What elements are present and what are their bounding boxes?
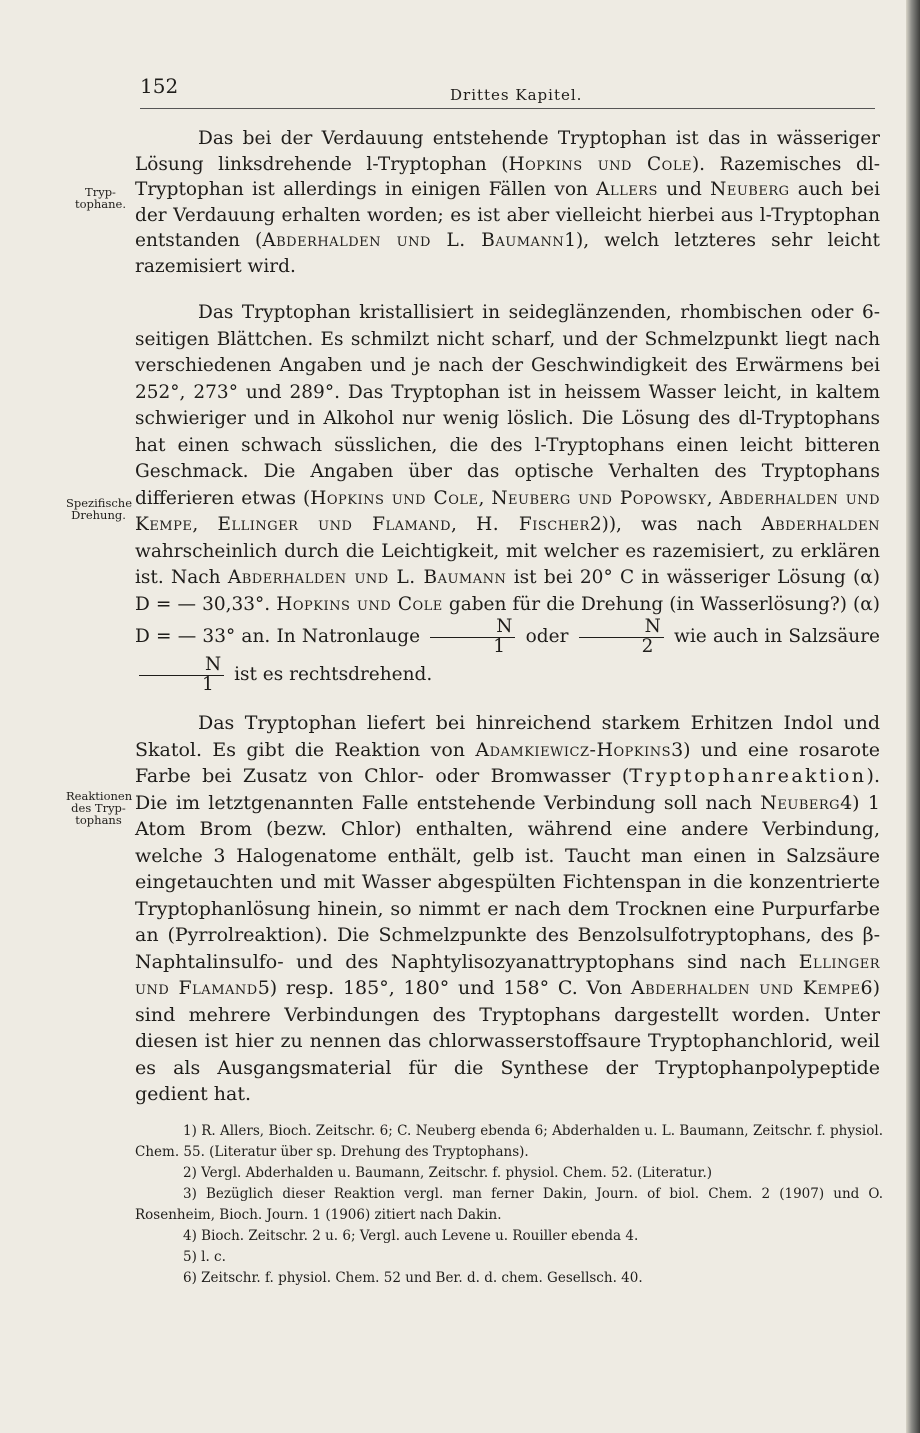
footnote: 2) Vergl. Abderhalden u. Baumann, Zeitschr. f. physiol. Chem. 52. (Literatur.): [183, 1165, 713, 1181]
header-rule: [140, 108, 875, 109]
footnote: 1) R. Allers, Bioch. Zeitschr. 6; C. Neuberg ebenda 6; Abderhalden u. L. Baumann, Zeitschr. f. physiol. Chem. 55. (Literatur über sp. Drehung des Tryptophans).: [135, 1123, 883, 1160]
paragraph-3: Das Tryptophan liefert bei hinreichend starkem Erhitzen Indol und Skatol. Es gibt die Reaktion von Adamkiewicz-Hopkins3) und eine rosarote Farbe bei Zusatz von Chlor- oder Bromwasser (Tryptophanreaktion). Die im letztgenannten Falle entstehende Verbindung soll nach Neuberg4) 1 Atom Brom (bezw. Chlor) enthalten, während eine andere Verbindung, welche 3 Halogenatome enthält, gelb ist. Taucht man einen in Salzsäure eingetauchten und mit Wasser abgespülten Fichtenspan in die konzentrierte Tryptophanlösung hinein, so nimmt er nach dem Trocknen eine Purpurfarbe an (Pyrrolreaktion). Die Schmelzpunkte des Benzolsulfotryptophans, des β-Naphtalinsulfo- und des Naphtylisozyanattryptophans sind nach Ellinger und Flamand5) resp. 185°, 180° und 158° C. Von Abderhalden und Kempe6) sind mehrere Verbindungen des Tryptophans dargestellt worden. Unter diesen ist hier zu nennen das chlorwasserstoffsaure Tryptophanchlorid, weil es als Ausgangsmaterial für die Synthese der Tryptophanpolypeptide gedient hat.: [135, 712, 881, 1105]
footnotes: [135, 1121, 883, 1289]
page-number: 152: [140, 74, 179, 98]
margin-note-drehung: Spezifische Drehung.: [66, 496, 133, 522]
fraction-n-1b: $\frac{N}{1}$: [139, 656, 224, 694]
fraction-n-1: $\frac{N}{1}$: [430, 618, 515, 656]
running-title: Drittes Kapitel.: [450, 86, 583, 104]
paragraph-1: Das bei der Verdauung entstehende Tryptophan ist das in wässeriger Lösung linksdrehende l-Tryptophan (Hopkins und Cole). Razemisches dl-Tryptophan ist allerdings in einigen Fällen von Allers und Neuberg auch bei der Verdauung erhalten worden; es ist aber vielleicht hierbei aus l-Tryptophan entstanden (Abderhalden und L. Baumann1), welch letzteres sehr leicht razemisiert wird.: [135, 128, 880, 277]
margin-note-reaktionen: Reaktionen des Tryp-tophans: [66, 789, 133, 827]
fraction-n-2: $\frac{N}{2}$: [579, 618, 664, 656]
footnote: 5) l. c.: [183, 1249, 226, 1265]
margin-note-tryptophane: Tryp-tophane.: [74, 185, 127, 211]
footnote: 4) Bioch. Zeitschr. 2 u. 6; Vergl. auch Levene u. Rouiller ebenda 4.: [183, 1228, 639, 1244]
footnote: 3) Bezüglich dieser Reaktion vergl. man ferner Dakin, Journ. of biol. Chem. 2 (1907) und O. Rosenheim, Bioch. Journ. 1 (1906) zitiert nach Dakin.: [135, 1186, 883, 1223]
paragraph-2: Das Tryptophan kristallisiert in seideglänzenden, rhombischen oder 6-seitigen Blättchen. Es schmilzt nicht scharf, und der Schmelzpunkt liegt nach verschiedenen Angaben und je nach der Geschwindigkeit des Erwärmens bei 252°, 273° und 289°. Das Tryptophan ist in heissem Wasser leicht, in kaltem schwieriger und in Alkohol nur wenig löslich. Die Lösung des dl-Tryptophans hat einen schwach süsslichen, die des l-Tryptophans einen leicht bitteren Geschmack. Die Angaben über das optische Verhalten des Tryptophans differieren etwas (Hopkins und Cole, Neuberg und Popowsky, Abderhalden und Kempe, Ellinger und Flamand, H. Fischer2)), was nach Abderhalden wahrscheinlich durch die Leichtigkeit, mit welcher es razemisiert, zu erklären ist. Nach Abderhalden und L. Baumann ist bei 20° C in wässeriger Lösung (α) D = — 30,33°. Hopkins und Cole gaben für die Drehung (in Wasserlösung?) (α) D = — 33° an. In Natronlauge $\frac{N}{1}$ oder $\frac{N}{2}$ wie auch in Salzsäure $\frac{N}{1}$ ist es rechtsdrehend.: [135, 302, 880, 695]
book-binding-edge: [906, 0, 920, 1433]
footnote: 6) Zeitschr. f. physiol. Chem. 52 und Ber. d. d. chem. Gesellsch. 40.: [183, 1270, 643, 1286]
